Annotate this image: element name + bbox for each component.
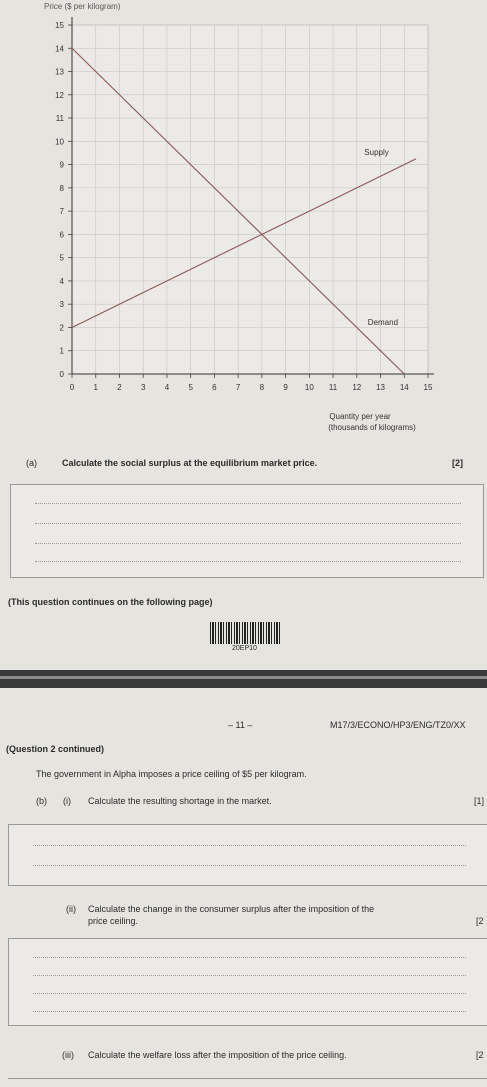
exam-page-bottom — [0, 688, 487, 1087]
y-tick-label: 5 — [59, 253, 64, 263]
barcode-code: 20EP10 — [232, 645, 257, 652]
demand-label: Demand — [367, 318, 399, 328]
question-biii-text: Calculate the welfare loss after the imposition of the price ceiling. — [88, 1050, 347, 1060]
y-tick-label: 13 — [55, 67, 64, 77]
x-tick-label: 10 — [304, 383, 314, 392]
x-tick-label: 14 — [399, 383, 409, 392]
y-tick-label: 7 — [59, 207, 64, 217]
question-a-label: (a) — [26, 458, 37, 468]
x-tick-label: 5 — [188, 383, 193, 392]
x-tick-label: 11 — [328, 383, 338, 392]
x-tick-label: 12 — [352, 383, 362, 392]
y-tick-label: 0 — [59, 370, 64, 379]
price-quantity-chart — [0, 0, 487, 440]
x-tick-label: 15 — [423, 383, 433, 392]
question-bi-text: Calculate the resulting shortage in the market. — [88, 796, 272, 806]
supply-label: Supply — [364, 147, 389, 157]
x-tick-label: 8 — [259, 383, 265, 392]
x-tick-label: 1 — [93, 383, 98, 392]
question-bi-marks: [1] — [474, 796, 485, 806]
answer-box-a[interactable] — [10, 484, 484, 578]
y-tick-label: 9 — [59, 160, 64, 170]
y-tick-label: 10 — [55, 137, 64, 147]
page-number: – 11 – — [228, 720, 253, 730]
page-reference: M17/3/ECONO/HP3/ENG/TZ0/XX — [330, 720, 466, 730]
y-tick-label: 11 — [55, 114, 64, 124]
page-divider — [0, 670, 487, 688]
x-tick-label: 13 — [376, 383, 385, 392]
question-bii-marks: [2 — [476, 916, 484, 926]
y-tick-label: 15 — [55, 21, 64, 30]
answer-box-bii[interactable] — [8, 938, 487, 1026]
x-axis-label: Quantity per year — [329, 412, 391, 421]
continues-note: (This question continues on the following page) — [8, 597, 213, 607]
y-tick-label: 2 — [59, 323, 64, 333]
x-tick-label: 2 — [117, 383, 122, 392]
question-biii-label: (iii) — [62, 1050, 74, 1060]
x-tick-label: 7 — [235, 383, 241, 392]
x-tick-label: 9 — [283, 383, 288, 392]
answer-box-bi[interactable] — [8, 824, 487, 886]
question-bi-label: (i) — [63, 796, 71, 806]
y-tick-label: 12 — [55, 90, 64, 100]
y-tick-label: 3 — [59, 300, 64, 310]
question-continued: (Question 2 continued) — [6, 744, 104, 754]
x-tick-label: 0 — [69, 383, 75, 392]
y-tick-label: 8 — [59, 183, 64, 193]
barcode — [210, 622, 282, 644]
y-axis-label: Price ($ per kilogram) — [44, 2, 121, 11]
y-tick-label: 4 — [59, 276, 64, 286]
x-tick-label: 4 — [164, 383, 170, 392]
y-tick-label: 6 — [59, 230, 64, 240]
question-bii-text-1: Calculate the change in the consumer surplus after the imposition of the — [88, 904, 375, 914]
question-biii-marks: [2 — [476, 1050, 484, 1060]
x-tick-label: 6 — [212, 383, 217, 392]
y-tick-label: 1 — [59, 346, 64, 356]
question-b-label: (b) — [36, 796, 47, 806]
x-axis-label-units: (thousands of kilograms) — [328, 423, 416, 432]
question-bii-text-2: price ceiling. — [88, 916, 139, 926]
question-bii-label: (ii) — [66, 904, 76, 914]
x-tick-label: 3 — [140, 383, 146, 392]
question-a-text: Calculate the social surplus at the equilibrium market price. — [62, 458, 318, 468]
answer-box-biii-top — [8, 1078, 487, 1079]
price-ceiling-intro: The government in Alpha imposes a price ceiling of $5 per kilogram. — [36, 769, 307, 779]
y-tick-label: 14 — [55, 44, 64, 54]
question-a-marks: [2] — [452, 458, 463, 468]
